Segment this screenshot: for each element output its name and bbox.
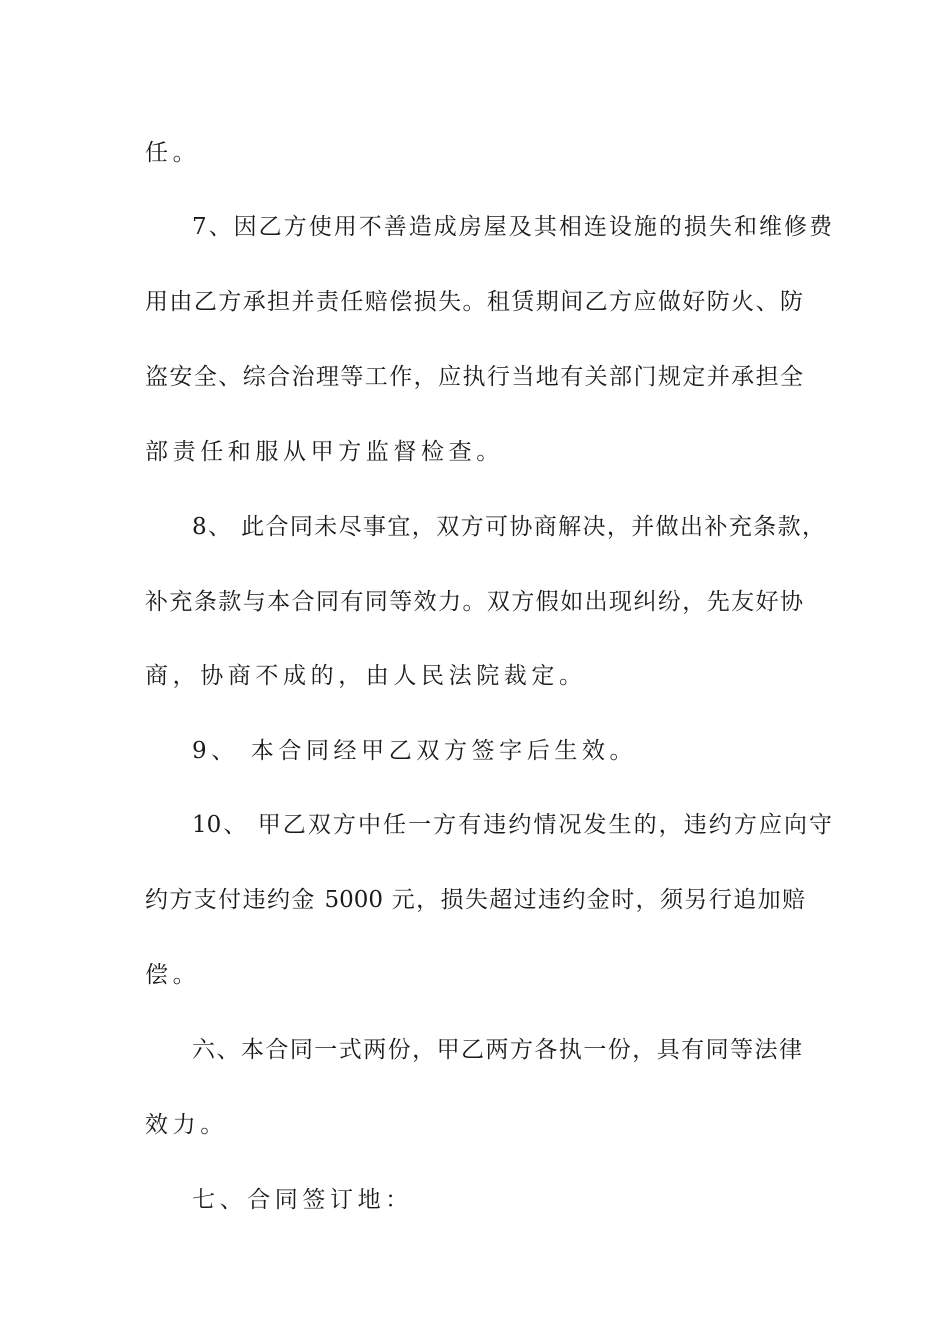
text-line-13: 六、本合同一式两份，甲乙两方各执一份，具有同等法律 [192, 1037, 802, 1063]
text-line-15: 七、合同签订地： [192, 1187, 413, 1213]
text-line-3: 用由乙方承担并责任赔偿损失。租赁期间乙方应做好防火、防 [145, 289, 803, 315]
text-line-4: 盗安全、综合治理等工作，应执行当地有关部门规定并承担全 [145, 364, 803, 390]
text-line-7: 补充条款与本合同有同等效力。双方假如出现纠纷，先友好协 [145, 589, 803, 615]
text-line-2: 7、因乙方使用不善造成房屋及其相连设施的损失和维修费 [192, 214, 832, 240]
text-line-12: 偿。 [145, 962, 201, 988]
text-line-14: 效力。 [145, 1112, 228, 1138]
text-line-10: 10、 甲乙双方中任一方有违约情况发生的，违约方应向守 [192, 812, 832, 838]
text-line-9: 9、 本合同经甲乙双方签字后生效。 [192, 738, 638, 764]
text-line-6: 8、 此合同未尽事宜，双方可协商解决，并做出补充条款， [192, 514, 825, 540]
text-line-8: 商，协商不成的，由人民法院裁定。 [145, 663, 587, 689]
text-line-11: 约方支付违约金 5000 元，损失超过违约金时，须另行追加赔 [145, 887, 805, 913]
text-line-5: 部责任和服从甲方监督检查。 [145, 439, 504, 465]
text-line-1: 任。 [145, 140, 201, 166]
